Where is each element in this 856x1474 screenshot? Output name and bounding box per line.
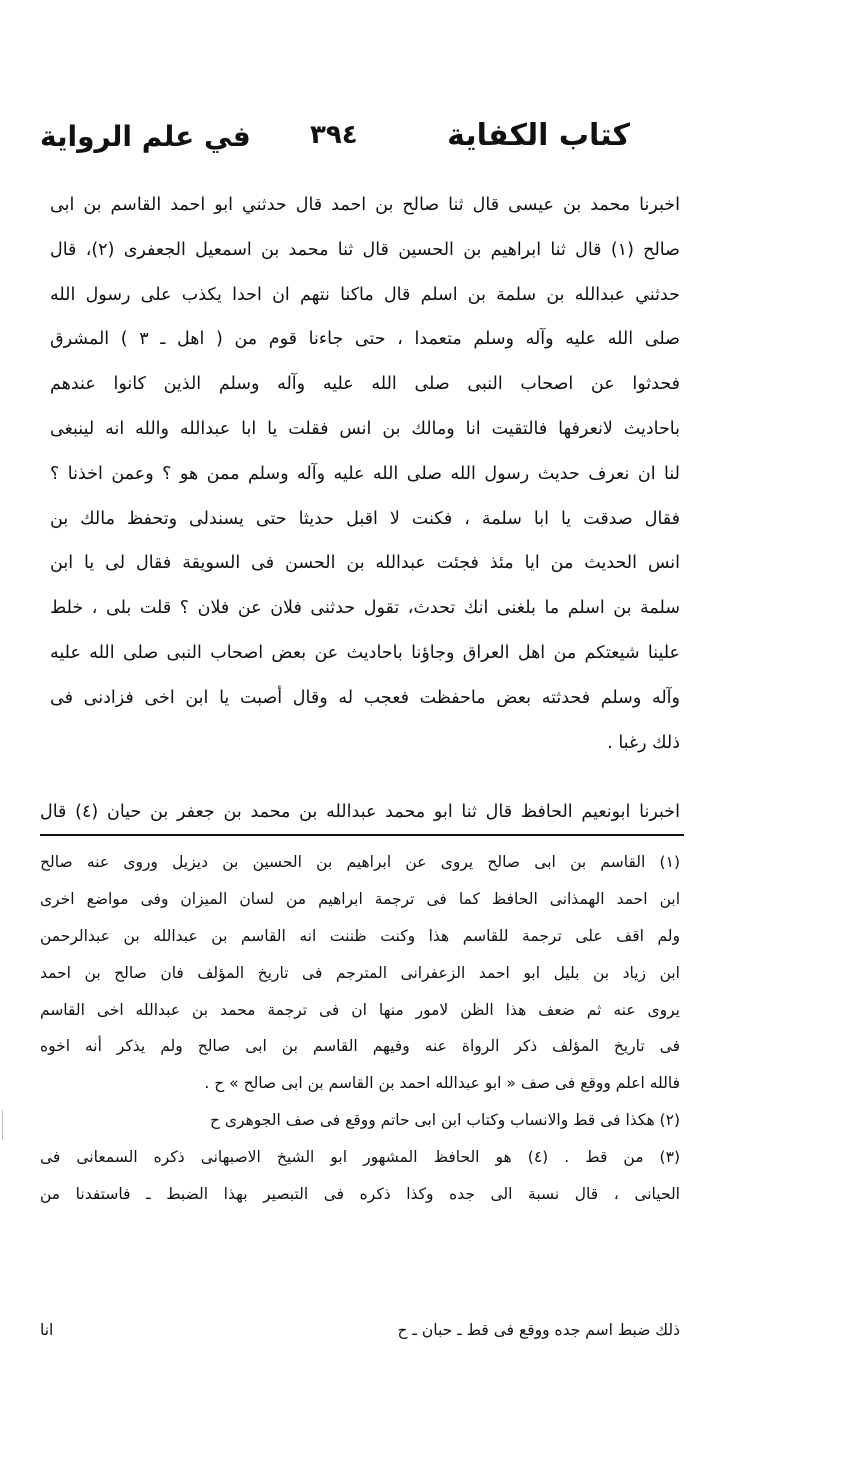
footnotes [40,844,680,1213]
footnote-line: فالله اعلم ووقع فى صف « ابو عبدالله احمد بن القاسم بن ابى صالح » ح . [204,1074,680,1093]
text-line: حدثني عبدالله بن سلمة بن اسلم قال ماكنا نتهم ان احدا يكذب على رسول الله [50,284,680,305]
text-line: صالح (١) قال ثنا ابراهيم بن الحسين قال ثنا محمد بن اسمعيل الجعفرى (٢)، قال [50,239,680,260]
page-number: ٣٩٤ [310,120,358,150]
footnote-line: (١) القاسم بن ابى صالح يروى عن ابراهيم بن الحسين بن ديزيل وروى عنه صالح [40,853,680,871]
text-line: فقال صدقت يا ابا سلمة ، فكنت لا اقبل حديثا حتى يسندلى وتحفظ مالك بن [50,508,680,529]
footnote-line: فى تاريخ المؤلف ذكر الرواة عنه وفيهم القاسم بن ابى صالح ولم يذكر أنه اخوه [40,1037,680,1056]
text-line: سلمة بن اسلم ما بلغنى انك تحدث، تقول حدثنى فلان عن فلان ؟ قلت بلى ، خلط [50,598,680,619]
text-line: لنا ان نعرف حديث رسول الله صلى الله عليه وآله وسلم ممن هو ؟ وعمن اخذنا ؟ [50,463,680,484]
footnote-line: (٣) من قط . (٤) هو الحافظ المشهور ابو الشيخ الاصبهانى ذكره السمعانى فى [40,1148,680,1167]
text-line: باحاديث لانعرفها فالتقيت انا ومالك بن انس فقلت يا ابا عبدالله والله انه لينبغى [50,418,680,439]
catchword: انا [40,1321,54,1339]
text-line: صلى الله عليه وآله وسلم متعمدا ، حتى جاءنا قوم من ( اهل ـ ٣ ) المشرق [50,329,680,350]
footnote-line: ذلك ضبط اسم جده ووقع فى قط ـ حبان ـ ح [397,1321,680,1339]
book-subtitle: في علم الرواية [40,120,251,153]
text-line: وآله وسلم فحدثته بعض ماحفظت فعجب له وقال أصبت يا ابن اخى فزادنى فى [50,687,680,708]
footnote-divider [40,834,684,836]
footnote-line: ابن زياد بن بليل ابو احمد الزعفرانى المترجم فى تاريخ المؤلف فان صالح بن احمد [40,963,680,982]
text-line: ذلك رغبا . [607,732,680,753]
footnote-line: يروى عنه ثم ضعف هذا الظن لامور منها ان فى ترجمة محمد بن عبدالله اخى القاسم [40,1000,680,1019]
book-title: كتاب الكفاية [447,118,630,153]
text-line: اخبرنا محمد بن عيسى قال ثنا صالح بن احمد قال حدثني ابو احمد القاسم بن ابى [50,195,680,215]
margin-mark [2,1110,9,1140]
footnote-line: الحيانى ، قال نسبة الى جده وكذا ذكره فى التبصير بهذا الضبط ـ فاستفدنا من [40,1185,680,1204]
footnote-line: ولم اقف على ترجمة للقاسم هذا وكنت ظننت انه القاسم بن عبدالله بن عبدالرحمن [40,926,680,945]
footnote-final-row [40,1312,680,1348]
text-line: فحدثوا عن اصحاب النبى صلى الله عليه وآله وسلم الذين كانوا عندهم [50,374,680,395]
continuation-line: اخبرنا ابونعيم الحافظ قال ثنا ابو محمد عبدالله بن محمد بن جعفر بن حيان (٤) قال [40,802,680,822]
footnote-line: (٢) هكذا فى قط والانساب وكتاب ابن ابى حاتم ووقع فى صف الجوهرى ح [209,1111,680,1130]
text-line: انس الحديث من ايا مئذ فجئت عبدالله بن الحسن فى السويقة فقال لى يا ابن [50,553,680,574]
footnote-line: ابن احمد الهمذانى الحافظ كما فى ترجمة ابراهيم من لسان الميزان وفى مواضع اخرى [40,889,680,908]
main-text [50,183,680,765]
text-line: علينا شيعتكم من اهل العراق وجاؤنا باحاديث عن بعض اصحاب النبى صلى الله عليه [50,642,680,663]
page-header [40,118,630,178]
